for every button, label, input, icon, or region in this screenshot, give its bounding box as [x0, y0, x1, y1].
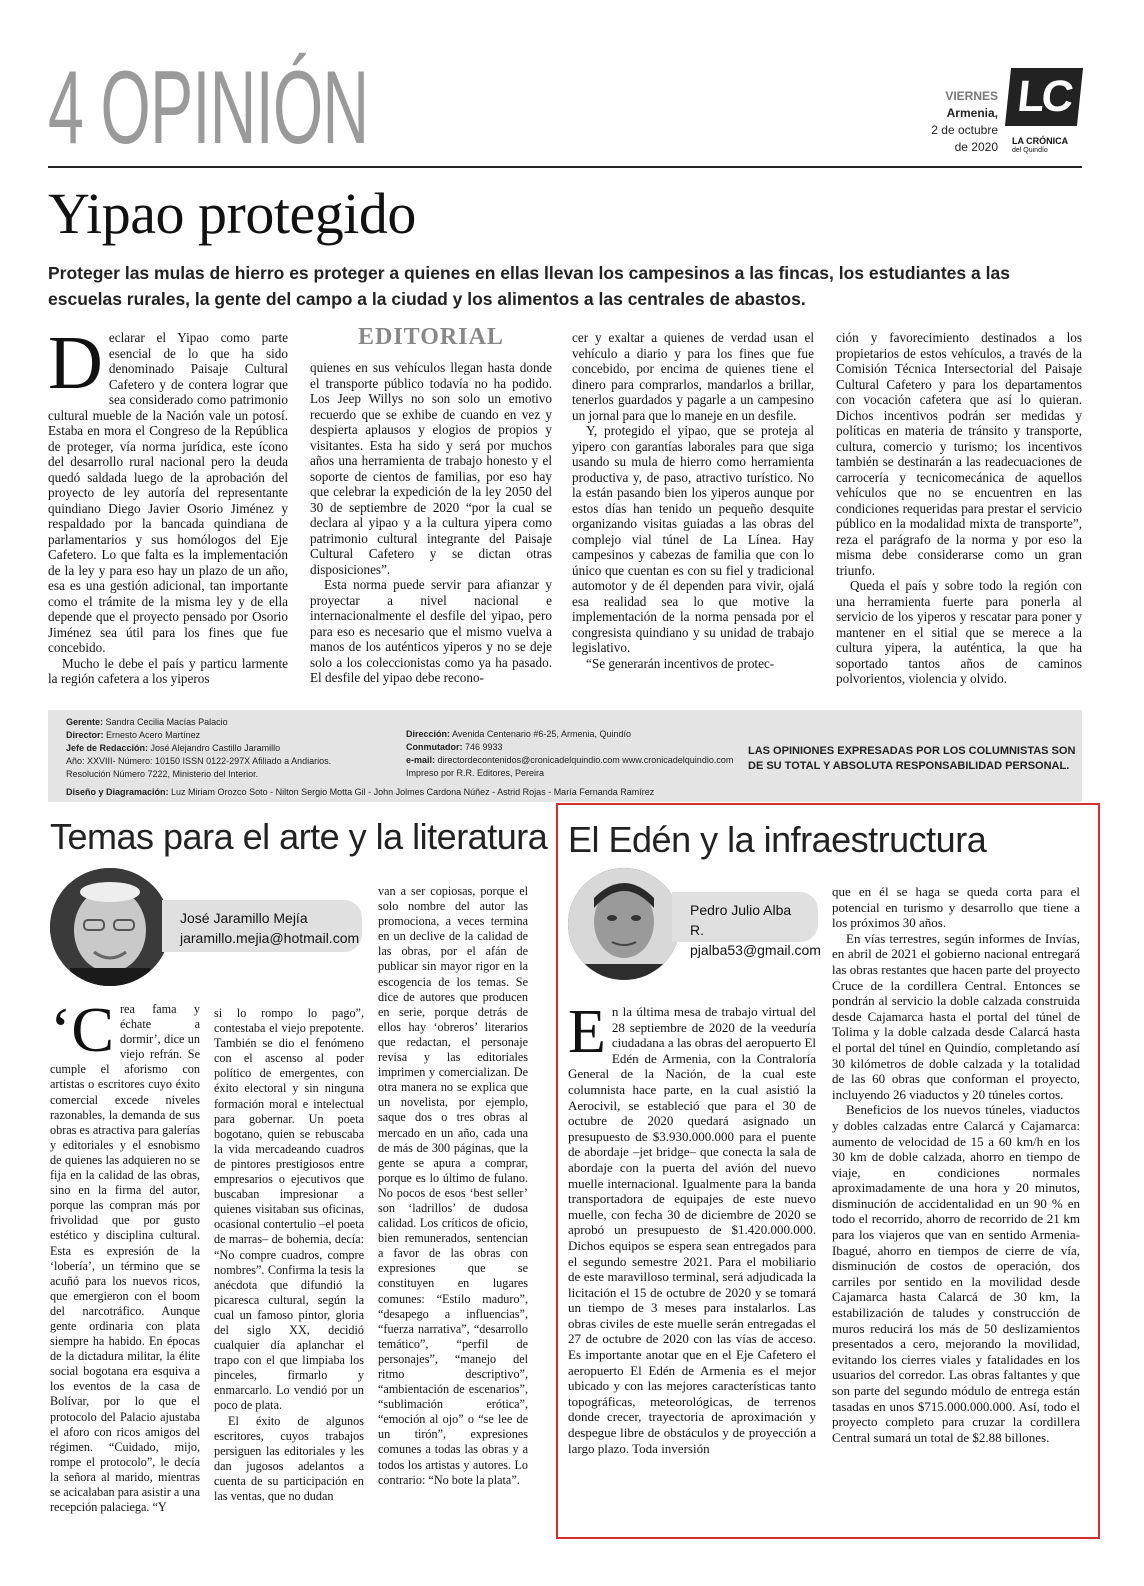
editorial-paragraph: eclarar el Yipao como parte esencial de lo que ha sido denominado Paisaje Cultural Cafetero y de contera lograr que sea considerado como patrimonio cultural mueble de la Nación vale un potosí. Estaba en mora el Congreso de la República de proteger, vía norma jurídica, este ícono del desarrollo rural nacional pero la deuda quedó saldada luego de la aprobación del proyecto de ley autoría del representante quindiano Diego Javier Osorio Jiménez y respaldado por la bancada quindiana de parlamentarios y sus homólogos del Eje Cafetero. Lo que falta es la implementación de la ley y para eso hay un plazo de un año, esa es una gestión adicional, tan importante como el trámite de la misma ley y de ella depende que el proyecto pensado por Osorio Jiménez sea útil para los fines que fue concebido. — [48, 330, 288, 655]
column-left-text-1 — [50, 994, 200, 1515]
editorial-dropcap: D — [48, 321, 103, 405]
column-right-text-2 — [832, 884, 1080, 1445]
author-photo-left — [50, 868, 170, 986]
dateline-date: 2 de octubre — [931, 123, 998, 137]
dateline — [931, 88, 998, 156]
editorial-deck: Proteger las mulas de hierro es proteger a quienes en ellas llevan los campesinos a las fincas, los estudiantes a las escuelas rurales, la gente del campo a la ciudad y los alimentos a las centrales de abastos. — [48, 263, 1010, 309]
dateline-year: de 2020 — [954, 140, 998, 154]
editorial-column-1 — [48, 321, 288, 687]
editorial-paragraph: Queda el país y sobre todo la región con una herramienta fuerte para ponerla al servicio de los yiperos y rescatar para poner y mantener en el sitial que se merece a la cultura yipera, la auténtica, la que ha soportado tantos años de caminos polvorientos, violencia y olvido. — [836, 578, 1082, 686]
author-name-right: Pedro Julio Alba R. — [690, 902, 792, 938]
column-left-headline: Temas para el arte y la literatura — [50, 816, 548, 857]
editorial-headline: Yipao protegido — [48, 181, 416, 246]
editorial-paragraph: cer y exaltar a quienes de verdad usan el vehículo a diario y para los fines que fue concebido, por encima de quienes tiene el dinero para comprarlos, mandarlos a brillar, tenerlos guardados y pagarle a un campesino un jornal para que lo maneje en un desfile. — [572, 330, 814, 423]
editorial-paragraph: ción y favorecimiento destinados a los propietarios de estos vehículos, a través de la Comisión Técnica Intersectorial del Paisaje Cultural Cafetero y para los departamentos con vocación cafetera que así lo quieran. Dichos incentivos podrán ser medidas y políticas en materia de tránsito y transporte, cultura, comercio y turismo; los incentivos también se destinarán a las readecuaciones de carrocería y tecnicomecánica de aquellos vehículos que no se encuentren en las condiciones requeridas para prestar el servicio público en la modalidad mixta de transporte”, reza el parágrafo de la norma y por eso la misma debe considerarse como un gran triunfo. — [836, 330, 1082, 578]
column-left-paragraph: van a ser copiosas, porque el solo nombre del autor las promociona, a veces termina en un declive de la calidad de las obras, por el afán de publicar sin mayor rigor en la escogencia de los temas. Se dice de autores que producen en serie, porque detrás de ellos hay ‘obreros’ literarios que redactan, el personaje revisa y las editoriales imprimen y comercializan. De otra manera no se explica que un novelista, por ejemplo, saque dos o tres obras al mercado en un año, cada una de más de 300 páginas, que la gente se apura a comprar, porque es lo último de fulano. No pocos de esos ‘best seller’ son ‘ladrillos’ de dudosa calidad. Los críticos de oficio, bien remunerados, sentencian a favor de las obras con expresiones que se constituyen en lugares comunes: “Estilo maduro”, “desapego a influencias”, “fuerza narrativa”, “desarrollo temático”, “perfil de personajes”, “manejo del ritmo descriptivo”, “ambientación de escenarios”, “sublimación erótica”, “emoción al ojo” o “se lee de un tirón”, expresiones comunes a todas las obras y a todos los artistas y autores. Lo contrario: “No bote la plata”. — [378, 884, 528, 1487]
masthead-staff: Gerente: Sandra Cecilia Macías Palacio Director: Ernesto Acero Martínez Jefe de Redacción: José Alejandro Castillo Jaramillo Año: XXVIII- Número: 10150 ISSN 0122-297X Afiliado a Andiarios. Resolución Número 7222, Ministerio del Interior. — [66, 717, 332, 779]
newspaper-logo: LC — [1005, 68, 1083, 126]
editorial-paragraph: quienes en sus vehículos llegan hasta donde el transporte público todavía no ha podido. Los Jeep Willys no son solo un emotivo recuerdo que se exhibe de cuando en vez y despierta aplausos y elogios de propios y visitantes. Esta ha sido y será por muchos años una herramienta de trabajo honesto y el soporte de cientos de familias, por eso hay que celebrar la expedición de la ley 2050 del 30 de septiembre de 2020 “por la cual se declara al yipao y a la cultura yipera como patrimonio cultural integrante del Paisaje Cultural Cafetero y se dictan otras disposiciones”. — [310, 360, 552, 577]
author-email-left[interactable]: jaramillo.mejia@hotmail.com — [180, 930, 360, 946]
column-right-dropcap: E — [568, 998, 606, 1066]
column-left-dropcap: ‘C — [50, 994, 114, 1065]
dateline-city: Armenia, — [946, 106, 998, 120]
author-name-left: José Jaramillo Mejía — [180, 910, 308, 926]
column-right-paragraph: En vías terrestres, según informes de Invías, en abril de 2021 el gobierno nacional entregará las obras restantes que hacen parte del proyecto Cruce de la cordillera Central. Entonces se pondrán al servicio la doble calzada construida desde Cajamarca hasta el portal del túnel de Tolima y la doble calzada desde Calarcá hasta el portal del túnel en Quindío, completando así 30 kilómetros de doble calzada y la totalidad de las 60 obras que conforman el proyecto, incluyendo 26 viaductos y 20 túneles cortos. — [832, 930, 1080, 1102]
newspaper-logo-name: LA CRÓNICA del Quindío — [1012, 136, 1069, 154]
header-rule — [48, 166, 1082, 168]
editorial-column-3 — [572, 330, 814, 671]
author-byline-right — [672, 892, 821, 958]
section-title: 4 OPINIÓN — [48, 50, 369, 166]
column-left-text-3 — [378, 884, 528, 1488]
author-email-right[interactable]: pjalba53@gmail.com — [690, 942, 821, 958]
editorial-column-2 — [310, 360, 552, 686]
column-left-text-2 — [214, 1006, 364, 1504]
masthead-box — [48, 710, 1082, 802]
column-right-text-1 — [568, 998, 816, 1456]
editorial-paragraph: Mucho le debe el país y particu larmente la región cafetera a los yiperos — [48, 655, 288, 686]
column-right-headline: El Edén y la infraestructura — [568, 819, 987, 860]
editorial-paragraph: Y, protegido el yipao, que se proteja al yipero con garantías laborales para que siga usando su mula de hierro como herramienta productiva y, de paso, atractivo turístico. No la están pasando bien los yiperos aunque por estos días han tenido un pequeño desquite organizando visitas guiadas a las obras del complejo vial túnel de La Línea. Hay campesinos y cabezas de familia que con lo único que cuentan es con su fiel y tradicional automotor y de él dependen para vivir, ojalá esa realidad sea lo que motive la implementación de la norma pensada por el congresista quindiano y su unidad de trabajo legislativo. — [572, 423, 814, 655]
column-left-paragraph: El éxito de algunos escritores, cuyos trabajos persiguen las editoriales y les dan jugosos adelantos a cuenta de su participación en las ventas, que no dudan — [214, 1413, 364, 1503]
editorial-kicker: EDITORIAL — [358, 324, 504, 350]
masthead-email-link[interactable]: directordecontenidos@cronicadelquindio.com www.cronicadelquindio.com — [437, 755, 734, 765]
column-left-paragraph: rea fama y échate a dormir’, dice un viejo refrán. Se cumple el aforismo con artistas o escritores cuyo éxito comercial excede niveles razonables, la demanda de sus obras es atractiva para galerías y editoriales y el esnobismo de quienes las adquieren no se fija en la calidad de las obras, sino en la firma del autor, porque las compran más por frivolidad que por gusto estético y disciplina cultural. Esta es expresión de la ‘lobería’, un término que se acuñó para los nuevos ricos, que emergieron con el boom del narcotráfico. Aunque gente ordinaria con plata siempre ha habido. En épocas de la dictadura militar, la élite social bogotana era esquiva a los eventos de la casa de Bolívar, por lo que el protocolo del Palacio ajustaba el aforo con ricos amigos del régimen. “Cuidado, mijo, rompe el protocolo”, le decía la señora al marido, mientras se acicalaban para asistir a una recepción palaciega. “Y — [50, 1002, 200, 1515]
column-right-paragraph: Beneficios de los nuevos túneles, viaductos y dobles calzadas entre Calarcá y Cajamarca: aumento de velocidad de 15 a 60 km/h en los 30 km de doble calzada, ahorro en tiempo de viaje, en condiciones normales aproximadamente de una hora y 20 minutos, disminución de accidentalidad en un 90 % en todo el recorrido, ahorro de recorrido de 21 km para los viajeros que van en sentido Armenia- Ibagué, ahorro en tiempos de cierre de vía, disminución de costos de operación, dos carriles por sentido en la movilidad desde Cajamarca hasta Calarcá de 30 km, la estabilización de taludes y construcción de muros reducirá los más de 50 deslizamientos presentados a cero, mejorando la movilidad, evitando los cierres viales y fatalidades en los usuarios del corredor. Las obras faltantes y que son parte del segundo módulo de entrega están tasadas en unos $715.000.000.000. Así, todo el proyecto completo para cruzar la cordillera Central sumará un total de $2.88 billones. — [832, 1102, 1080, 1445]
author-byline-left — [162, 900, 362, 952]
masthead-disclaimer: LAS OPINIONES EXPRESADAS POR LOS COLUMNISTAS SON DE SU TOTAL Y ABSOLUTA RESPONSABILIDAD PERSONAL. — [748, 745, 1076, 772]
editorial-paragraph: Esta norma puede servir para afianzar y proyectar a nivel nacional e internacionalmente el desfile del yipao, pero para eso es necesario que el mismo vuelva a manos de los auténticos yiperos y no se deje solo a los coleccionistas como ya ha pasado. El desfile del yipao debe recono- — [310, 577, 552, 685]
editorial-column-4 — [836, 330, 1082, 687]
column-right-paragraph: que en él se haga se queda corta para el potencial en turismo y desarrollo que tiene a los próximos 30 años. — [832, 884, 1080, 931]
column-right-paragraph: n la última mesa de trabajo virtual del 28 septiembre de 2020 de la veeduría ciudadana a las obras del aeropuerto El Edén de Armenia, con la Contraloría General de la Nación, de la cual este columnista hace parte, en la cual asistió la Aerocivil, se estableció que para el 30 de octubre de 2020 quedará asignado un presupuesto de $3.930.000.000 para el puente de abordaje –jet bridge– que conecta la sala de abordaje con la puerta del avión del nuevo muelle internacional. Igualmente para la banda transportadora de equipajes de este nuevo muelle, con fecha 30 de diciembre de 2020 se aprobó un presupuesto de $1.420.000.000. Dichos equipos se espera sean entregados para el segundo semestre 2021. Para el mobiliario de este maravilloso terminal, será adjudicada la licitación el 15 de octubre de 2020 y se tomará un tiempo de 3 meses para instalarlos. Las obras civiles de este muelle serán entregadas el 27 de octubre de 2020 con las vías de acceso. Es importante anotar que en el Eje Cafetero el aeropuerto El Edén de Armenia es el mejor ubicado y con las mejores características tanto topográficas, meteorológicas, de terrenos donde crecer, trayectoria de aproximación y despegue libre de obstáculos y de proyección a largo plazo. Toda inversión — [568, 1004, 816, 1456]
author-photo-right — [568, 868, 680, 980]
editorial-paragraph: “Se generarán incentivos de protec- — [586, 655, 775, 671]
column-left-paragraph: si lo rompo lo pago”, contestaba el viejo prepotente. También se dio el fenómeno con el ascenso al poder político de emergentes, con éxito electoral y sin ninguna formación moral e intelectual para gobernar. Un poeta bogotano, quien se rebuscaba la vida mercadeando cuadros de pintores prestigiosos entre empresarios o ejecutivos que buscaban impresionar a quienes visitaban sus oficinas, ocasional contertulio –el poeta de marras– de bohemia, decía: “No compre cuadros, compre nombres”. Confirma la tesis la anécdota que difundió la picaresca cultural, según la cual un famoso pintor, gloria del siglo XX, decidió cualquier día aplanchar el trapo con el que limpiaba los pinceles, firmarlo y enmarcarlo. Lo vendió por un poco de plata. — [214, 1006, 364, 1413]
masthead-design: Diseño y Diagramación: Luz Miriam Orozco Soto - Nilton Sergio Motta Gil - John Jolmes Cardona Núñez - Astrid Rojas - María Fernanda Ramírez — [66, 787, 655, 797]
masthead-contact: Dirección: Avenida Centenario #6-25, Armenia, Quindío Conmutador: 746 9933 e-mail: directordecontenidos@cronicadelquindio.com www.cronicadelquindio.com Impreso por R.R. Editores, Pereira — [406, 729, 734, 778]
dateline-day: VIERNES — [945, 89, 998, 103]
